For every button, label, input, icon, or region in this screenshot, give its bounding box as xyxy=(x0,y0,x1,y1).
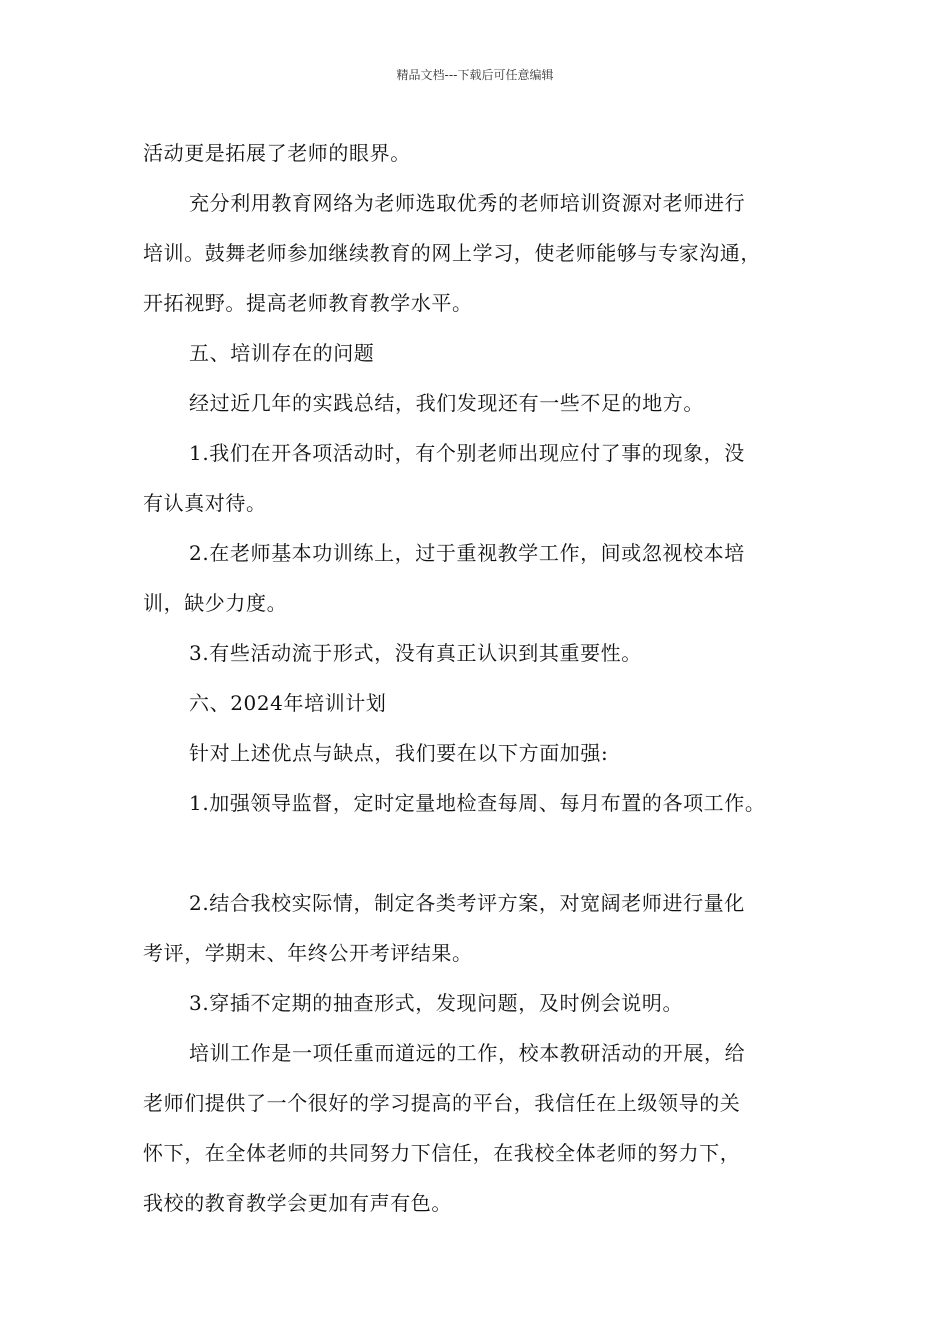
list-item: 3.穿插不定期的抽查形式，发现问题，及时例会说明。 xyxy=(189,991,684,1015)
text-line: 培训。鼓舞老师参加继续教育的网上学习，使老师能够与专家沟通， xyxy=(143,241,761,265)
blank-line xyxy=(143,828,823,878)
text-line: 我校的教育教学会更加有声有色。 xyxy=(143,1191,452,1215)
list-item: 3.有些活动流于形式，没有真正认识到其重要性。 xyxy=(189,641,642,665)
paragraph-start: 针对上述优点与缺点，我们要在以下方面加强: xyxy=(189,741,609,765)
text-line: 活动更是拓展了老师的眼界。 xyxy=(143,141,411,165)
text-line: 老师们提供了一个很好的学习提高的平台，我信任在上级领导的关 xyxy=(143,1091,741,1115)
text-line: 开拓视野。提高老师教育教学水平。 xyxy=(143,291,473,315)
list-item: 1.加强领导监督，定时定量地检查每周、每月布置的各项工作。 xyxy=(189,791,766,815)
text-line: 训，缺少力度。 xyxy=(143,591,288,615)
paragraph-start: 充分利用教育网络为老师选取优秀的老师培训资源对老师进行 xyxy=(189,191,746,215)
text-line: 有认真对待。 xyxy=(143,491,267,515)
section-heading: 六、2024年培训计划 xyxy=(189,691,387,715)
text-line: 考评，学期末、年终公开考评结果。 xyxy=(143,941,473,965)
paragraph-start: 经过近几年的实践总结，我们发现还有一些不足的地方。 xyxy=(189,391,704,415)
document-body xyxy=(143,128,823,1228)
paragraph-start: 培训工作是一项任重而道远的工作，校本教研活动的开展，给 xyxy=(189,1041,746,1065)
list-item: 2.在老师基本功训练上，过于重视教学工作，间或忽视校本培 xyxy=(189,541,745,565)
text-line: 怀下，在全体老师的共同努力下信任，在我校全体老师的努力下， xyxy=(143,1141,741,1165)
page-header: 精品文档---下载后可任意编辑 xyxy=(396,68,554,82)
list-item: 1.我们在开各项活动时，有个别老师出现应付了事的现象，没 xyxy=(189,441,745,465)
section-heading: 五、培训存在的问题 xyxy=(189,341,375,365)
list-item: 2.结合我校实际情，制定各类考评方案，对宽阔老师进行量化 xyxy=(189,891,745,915)
